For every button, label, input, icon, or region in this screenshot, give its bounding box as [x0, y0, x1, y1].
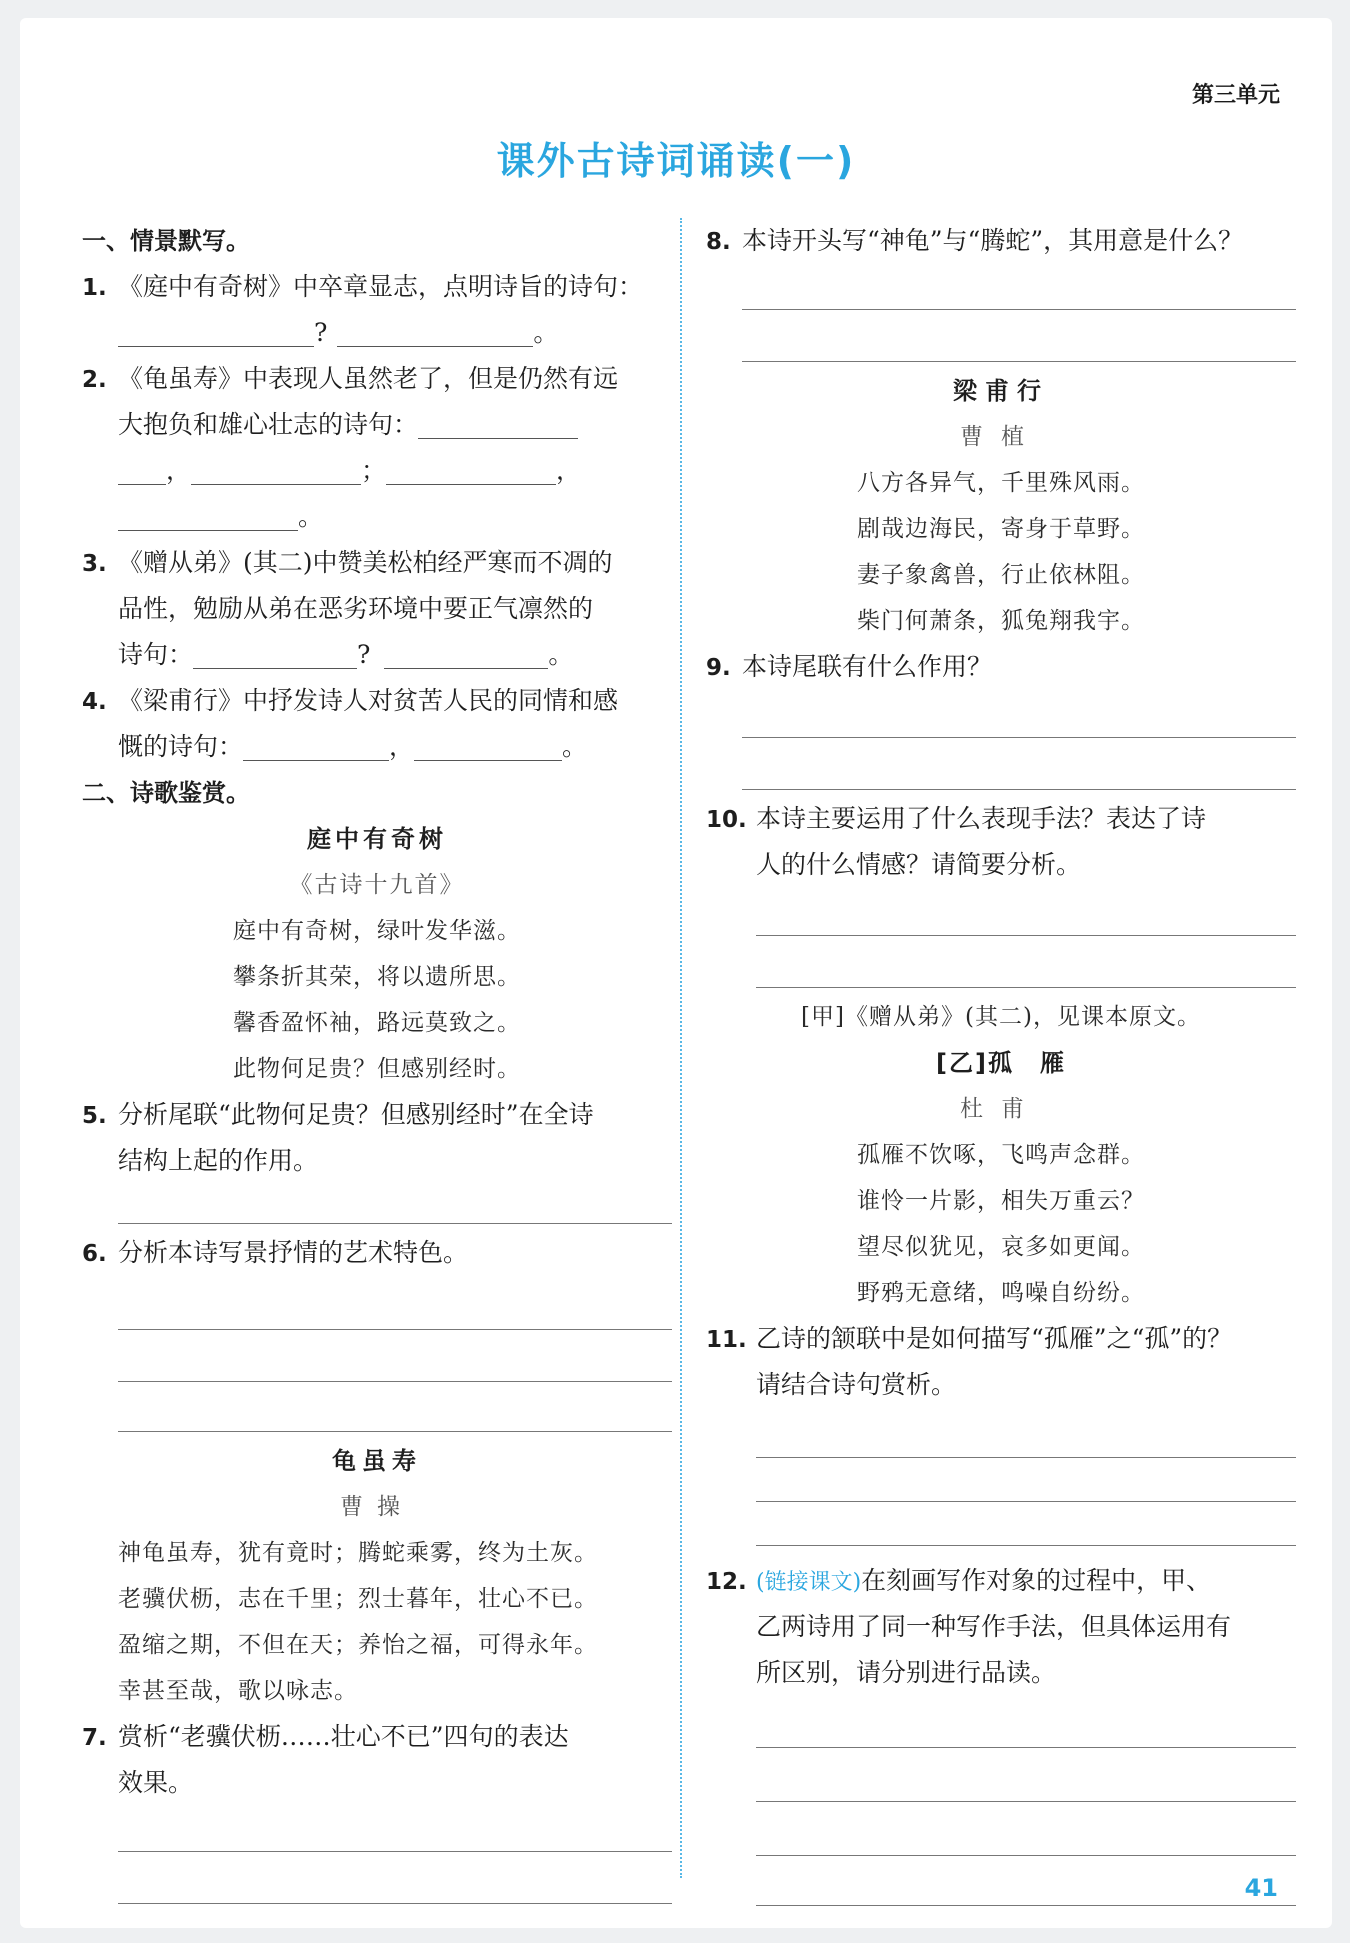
- answer-row-1: [82, 310, 672, 356]
- answer-line[interactable]: [706, 1508, 1296, 1552]
- answer-row-2b: [82, 494, 672, 540]
- question-11: [706, 1316, 1296, 1362]
- question-10: [706, 796, 1296, 842]
- question-3-cont: [82, 586, 672, 632]
- poem-note: [甲]《赠从弟》(其二)，见课本原文。: [801, 1004, 1201, 1030]
- question-text: 赏析“老骥伏枥……壮心不已”四句的表达: [118, 1722, 569, 1751]
- question-number: 10.: [706, 807, 747, 833]
- answer-blank[interactable]: [418, 411, 578, 439]
- answer-line[interactable]: [82, 1184, 672, 1230]
- answer-blank[interactable]: [118, 503, 298, 531]
- answer-line[interactable]: [706, 264, 1296, 316]
- poem-line: 八方各异气，千里殊风雨。: [857, 470, 1145, 496]
- poem-line: 老骥伏枥，志在千里；烈士暮年，壮心不已。: [118, 1586, 598, 1612]
- punctuation: 。: [548, 640, 574, 669]
- question-text: 品性，勉励从弟在恶劣环境中要正气凛然的: [118, 594, 594, 623]
- punctuation: ?: [314, 318, 328, 347]
- poem-line: 野鸦无意绪，鸣噪自纷纷。: [857, 1280, 1145, 1306]
- answer-blank[interactable]: [191, 457, 361, 485]
- poem-title: [乙]孤 雁: [936, 1049, 1066, 1077]
- poem-title: 龟虽寿: [332, 1447, 422, 1475]
- answer-line[interactable]: [706, 888, 1296, 942]
- answer-blank[interactable]: [118, 457, 166, 485]
- poem-line: 妻子象禽兽，行止依林阻。: [857, 562, 1145, 588]
- answer-line[interactable]: [706, 1808, 1296, 1862]
- question-3: [82, 540, 672, 586]
- answer-blank[interactable]: [118, 319, 314, 347]
- answer-row-3: [82, 632, 672, 678]
- section-heading-recitation: 一、情景默写。: [82, 227, 250, 255]
- question-number: 6.: [82, 1241, 107, 1267]
- question-number: 1.: [82, 275, 107, 301]
- question-number: 4.: [82, 689, 107, 715]
- answer-line[interactable]: [706, 1696, 1296, 1754]
- answer-blank[interactable]: [414, 733, 562, 761]
- answer-blank[interactable]: [193, 641, 357, 669]
- answer-blank[interactable]: [337, 319, 533, 347]
- poem-line: 攀条折其荣，将以遗所思。: [233, 964, 521, 990]
- question-4: [82, 678, 672, 724]
- question-2: [82, 356, 672, 402]
- answer-line[interactable]: [706, 316, 1296, 368]
- poem-author: 《古诗十九首》: [289, 872, 465, 898]
- question-10-cont: 人的什么情感？请简要分析。: [756, 850, 1082, 879]
- question-number: 5.: [82, 1103, 107, 1129]
- poem-author: 曹操: [340, 1494, 414, 1520]
- question-text: 大抱负和雄心壮志的诗句：: [118, 410, 419, 439]
- answer-blank[interactable]: [243, 733, 389, 761]
- punctuation: ，: [556, 456, 582, 485]
- question-text: 慨的诗句：: [118, 732, 244, 761]
- answer-line[interactable]: [82, 1276, 672, 1336]
- question-text: 本诗开头写“神龟”与“腾蛇”，其用意是什么？: [742, 226, 1244, 255]
- answer-row-2: [82, 448, 672, 494]
- section-heading-appreciation: 二、诗歌鉴赏。: [82, 779, 250, 807]
- worksheet-page: [20, 18, 1332, 1928]
- poem-line: 柴门何萧条，狐兔翔我宇。: [857, 608, 1145, 634]
- left-column: [82, 218, 672, 1910]
- punctuation: 。: [562, 732, 588, 761]
- answer-line[interactable]: [706, 1464, 1296, 1508]
- poem-line: 神龟虽寿，犹有竟时；腾蛇乘雾，终为土灰。: [118, 1540, 598, 1566]
- answer-line[interactable]: [82, 1858, 672, 1910]
- question-7-cont: 效果。: [118, 1768, 194, 1797]
- answer-line[interactable]: [82, 1336, 672, 1388]
- question-5-cont: 结构上起的作用。: [118, 1146, 319, 1175]
- question-12: [706, 1558, 1296, 1604]
- question-text: 分析本诗写景抒情的艺术特色。: [118, 1238, 469, 1267]
- question-7: [82, 1714, 672, 1760]
- page-number: 41: [1244, 1874, 1278, 1902]
- question-2-cont: [82, 402, 672, 448]
- question-1: [82, 264, 672, 310]
- poem-title: 梁甫行: [953, 377, 1049, 405]
- question-8: [706, 218, 1296, 264]
- punctuation: 。: [298, 502, 324, 531]
- question-11-cont: 请结合诗句赏析。: [756, 1370, 957, 1399]
- punctuation: ?: [357, 640, 371, 669]
- question-number: 3.: [82, 551, 107, 577]
- answer-blank[interactable]: [384, 641, 548, 669]
- question-text: 诗句：: [118, 640, 194, 669]
- unit-label: 第三单元: [1191, 83, 1280, 108]
- question-text: 《龟虽寿》中表现人虽然老了，但是仍然有远: [118, 364, 619, 393]
- poem-line: 此物何足贵？但感别经时。: [233, 1056, 521, 1082]
- answer-line[interactable]: [82, 1806, 672, 1858]
- poem-line: 盈缩之期，不但在天；养怡之福，可得永年。: [118, 1632, 598, 1658]
- answer-blank[interactable]: [386, 457, 556, 485]
- poem-line: 谁怜一片影，相失万重云？: [857, 1188, 1145, 1214]
- question-text: 本诗主要运用了什么表现手法？表达了诗: [756, 804, 1207, 833]
- poem-author: 杜甫: [960, 1096, 1042, 1122]
- answer-line[interactable]: [706, 942, 1296, 994]
- page-title: 课外古诗词诵读(一): [496, 139, 856, 183]
- poem-line: 剧哉边海民，寄身于草野。: [857, 516, 1145, 542]
- answer-line[interactable]: [706, 1754, 1296, 1808]
- poem-line: 庭中有奇树，绿叶发华滋。: [233, 918, 521, 944]
- poem-line: 孤雁不饮啄，飞鸣声念群。: [857, 1142, 1145, 1168]
- punctuation: 。: [533, 318, 559, 347]
- answer-line[interactable]: [706, 690, 1296, 744]
- question-5: [82, 1092, 672, 1138]
- punctuation: ，: [166, 456, 192, 485]
- question-text: 乙诗的颔联中是如何描写“孤雁”之“孤”的？: [756, 1324, 1233, 1353]
- question-number: 8.: [706, 229, 731, 255]
- poem-title: 庭中有奇树: [307, 825, 447, 853]
- question-text: 分析尾联“此物何足贵？但感别经时”在全诗: [118, 1100, 594, 1129]
- poem-author: 曹植: [960, 424, 1042, 450]
- question-text: 《赠从弟》(其二)中赞美松柏经严寒而不凋的: [118, 548, 613, 577]
- question-6: [82, 1230, 672, 1276]
- answer-line[interactable]: [706, 744, 1296, 796]
- question-number: 2.: [82, 367, 107, 393]
- answer-line[interactable]: [706, 1862, 1296, 1912]
- question-number: 7.: [82, 1725, 107, 1751]
- right-column: [706, 218, 1296, 1912]
- poem-line: 馨香盈怀袖，路远莫致之。: [233, 1010, 521, 1036]
- punctuation: ，: [389, 732, 415, 761]
- answer-row-4: [82, 724, 672, 770]
- question-text: 《庭中有奇树》中卒章显志，点明诗旨的诗句：: [118, 272, 644, 301]
- question-text: 在刻画写作对象的过程中，甲、: [861, 1566, 1212, 1595]
- question-number: 12.: [706, 1569, 747, 1595]
- link-textbook-tag: (链接课文): [756, 1570, 862, 1595]
- question-12-cont2: 所区别，请分别进行品读。: [756, 1658, 1057, 1687]
- punctuation: ；: [361, 456, 387, 485]
- poem-line: 幸甚至哉，歌以咏志。: [118, 1678, 358, 1704]
- question-12-cont: 乙两诗用了同一种写作手法，但具体运用有: [756, 1612, 1232, 1641]
- answer-line[interactable]: [82, 1388, 672, 1438]
- column-divider: [680, 218, 682, 1878]
- question-9: [706, 644, 1296, 690]
- question-text: 本诗尾联有什么作用？: [742, 652, 993, 681]
- question-text: 《梁甫行》中抒发诗人对贫苦人民的同情和感: [118, 686, 619, 715]
- question-number: 9.: [706, 655, 731, 681]
- answer-line[interactable]: [706, 1408, 1296, 1464]
- poem-line: 望尽似犹见，哀多如更闻。: [857, 1234, 1145, 1260]
- question-number: 11.: [706, 1327, 747, 1353]
